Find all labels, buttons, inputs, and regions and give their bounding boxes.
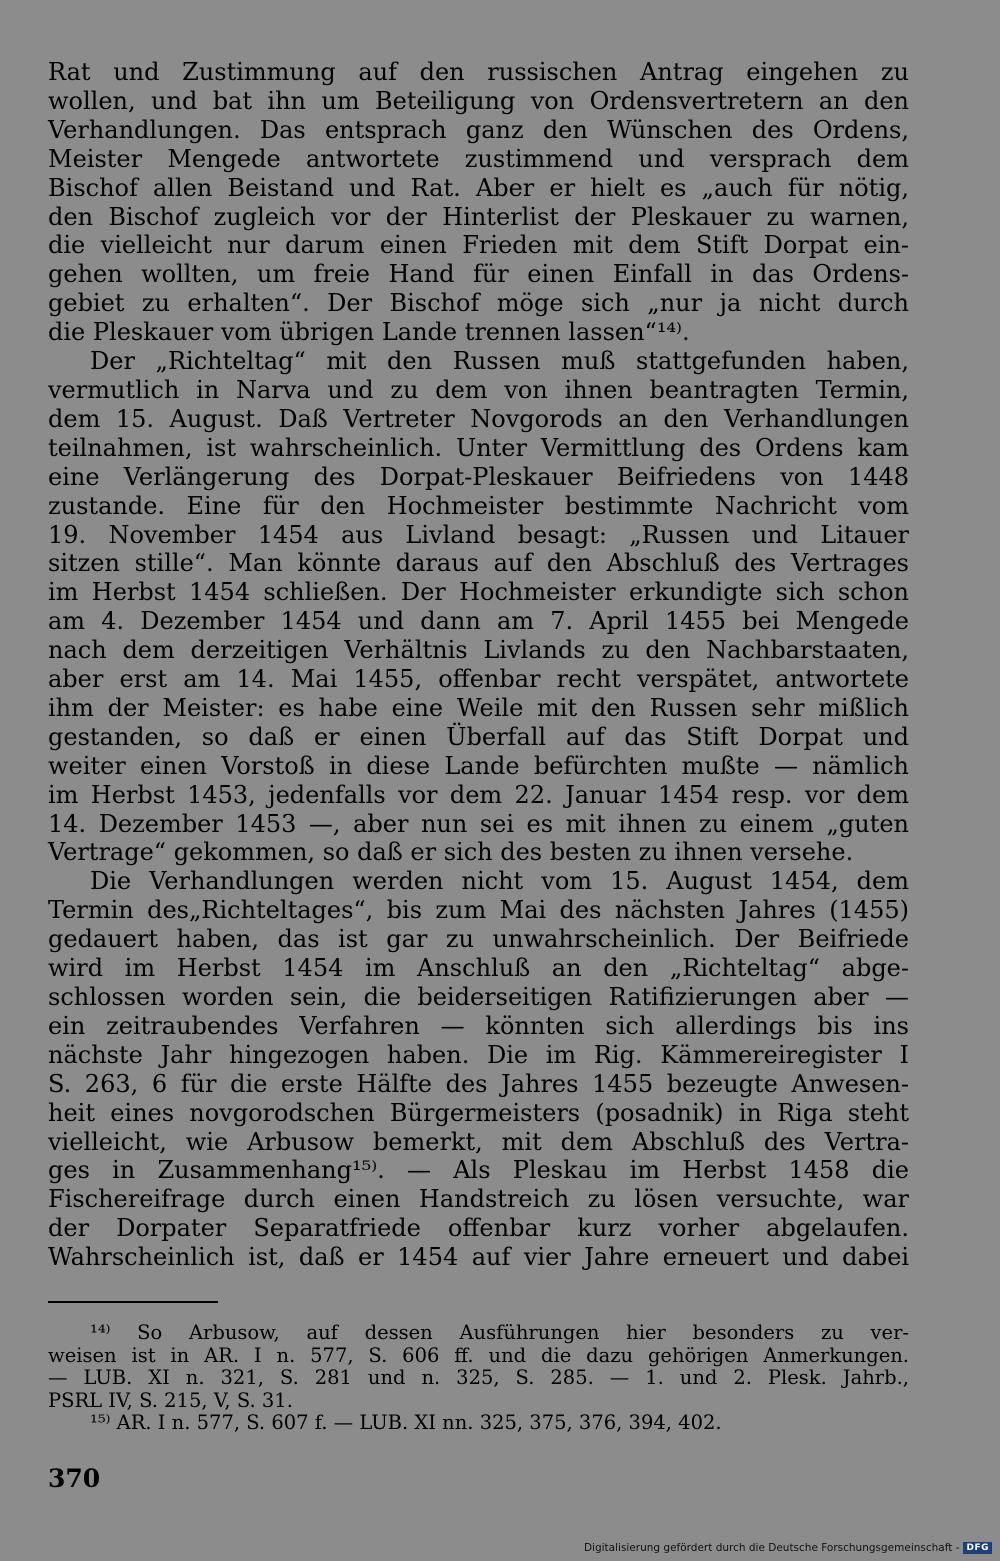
text-line: ges in Zusammenhang¹⁵⁾. — Als Pleskau im Herbst 1458 die xyxy=(48,1156,909,1185)
text-line: am 4. Dezember 1454 und dann am 7. April 1455 bei Mengede xyxy=(48,607,909,636)
footnote-rule xyxy=(48,1301,218,1303)
text-line: Fischereifrage durch einen Handstreich zu lösen versuchte, war xyxy=(48,1185,909,1214)
footnote-line: ¹⁵⁾ AR. I n. 577, S. 607 f. — LUB. XI nn. 325, 375, 376, 394, 402. xyxy=(90,1411,722,1434)
text-line: Wahrscheinlich ist, daß er 1454 auf vier Jahre erneuert und dabei xyxy=(48,1243,909,1272)
footnote-line: — LUB. XI n. 321, S. 281 und n. 325, S. 285. — 1. und 2. Plesk. Jahrb., xyxy=(48,1366,909,1389)
text-line: Der „Richteltag“ mit den Russen muß stattgefunden haben, xyxy=(90,347,909,376)
text-line: wollen, und bat ihn um Beteiligung von Ordensvertretern an den xyxy=(48,86,909,115)
page-number: 370 xyxy=(48,1464,101,1493)
text-line: im Herbst 1453, jedenfalls vor dem 22. Januar 1454 resp. vor dem xyxy=(48,780,909,809)
text-line: gedauert haben, das ist gar zu unwahrscheinlich. Der Beifriede xyxy=(48,925,909,954)
text-line: den Bischof zugleich vor der Hinterlist der Pleskauer zu warnen, xyxy=(48,202,909,231)
text-line: die Pleskauer vom übrigen Lande trennen lassen“¹⁴⁾. xyxy=(48,318,690,347)
text-line: Rat und Zustimmung auf den russischen Antrag eingehen zu xyxy=(48,58,909,86)
text-line: weiter einen Vorstoß in diese Lande befürchten mußte — nämlich xyxy=(48,751,909,780)
text-line: eine Verlängerung des Dorpat-Pleskauer Beifriedens von 1448 xyxy=(48,462,909,491)
footnote-line: PSRL IV, S. 215, V, S. 31. xyxy=(48,1388,293,1412)
text-line: 19. November 1454 aus Livland besagt: „Russen und Litauer xyxy=(48,520,909,549)
text-line: vielleicht, wie Arbusow bemerkt, mit dem Abschluß des Vertra- xyxy=(48,1127,909,1156)
text-line: vermutlich in Narva und zu dem von ihnen beantragten Termin, xyxy=(48,375,909,404)
text-line: teilnahmen, ist wahrscheinlich. Unter Vermittlung des Ordens kam xyxy=(48,433,909,462)
text-line: Meister Mengede antwortete zustimmend und versprach dem xyxy=(48,144,909,173)
text-line: Verhandlungen. Das entsprach ganz den Wünschen des Ordens, xyxy=(48,115,909,144)
text-line: heit eines novgorodschen Bürgermeisters (posadnik) in Riga steht xyxy=(48,1098,909,1127)
digitization-credit xyxy=(584,1541,992,1555)
text-line: nächste Jahr hingezogen haben. Die im Rig. Kämmereiregister I xyxy=(48,1040,909,1069)
text-line: im Herbst 1454 schließen. Der Hochmeister erkundigte sich schon xyxy=(48,578,909,607)
footnotes xyxy=(48,1322,909,1435)
text-line: schlossen worden sein, die beiderseitigen Ratifizierungen aber — xyxy=(48,983,909,1011)
text-line: gestanden, so daß er einen Überfall auf das Stift Dorpat und xyxy=(48,722,909,751)
footnote-line: weisen ist in AR. I n. 577, S. 606 ff. und die dazu gehörigen Anmerkungen. xyxy=(48,1343,909,1367)
text-line: Die Verhandlungen werden nicht vom 15. August 1454, dem xyxy=(90,867,909,896)
text-line: ein zeitraubendes Verfahren — könnten sich allerdings bis ins xyxy=(48,1011,909,1040)
text-line: Bischof allen Beistand und Rat. Aber er hielt es „auch für nötig, xyxy=(48,173,909,202)
body-text xyxy=(48,58,909,1272)
text-line: zustande. Eine für den Hochmeister bestimmte Nachricht vom xyxy=(48,491,909,520)
credit-text: Digitalisierung gefördert durch die Deutsche Forschungsgemeinschaft - xyxy=(583,1542,960,1554)
text-line: sitzen stille“. Man könnte daraus auf den Abschluß des Vertrages xyxy=(48,549,909,578)
dfg-logo: DFG xyxy=(963,1542,992,1554)
text-line: ihm der Meister: es habe eine Weile mit den Russen sehr mißlich xyxy=(48,693,909,722)
text-line: aber erst am 14. Mai 1455, offenbar recht verspätet, antwortete xyxy=(48,665,909,694)
text-line: S. 263, 6 für die erste Hälfte des Jahres 1455 bezeugte Anwesen- xyxy=(48,1069,909,1098)
text-line: gebiet zu erhalten“. Der Bischof möge sich „nur ja nicht durch xyxy=(48,289,909,318)
text-line: der Dorpater Separatfriede offenbar kurz vorher abgelaufen. xyxy=(48,1214,909,1243)
text-line: Termin des„Richteltages“, bis zum Mai des nächsten Jahres (1455) xyxy=(48,896,909,925)
text-line: nach dem derzeitigen Verhältnis Livlands zu den Nachbarstaaten, xyxy=(48,636,909,665)
footnote-line: ¹⁴⁾ So Arbusow, auf dessen Ausführungen hier besonders zu ver- xyxy=(90,1321,909,1344)
text-line: 14. Dezember 1453 —, aber nun sei es mit ihnen zu einem „guten xyxy=(48,809,909,838)
text-line: Vertrage“ gekommen, so daß er sich des besten zu ihnen versehe. xyxy=(48,838,854,867)
text-line: die vielleicht nur darum einen Frieden mit dem Stift Dorpat ein- xyxy=(48,231,909,260)
text-line: wird im Herbst 1454 im Anschluß an den „Richteltag“ abge- xyxy=(48,954,909,983)
text-line: dem 15. August. Daß Vertreter Novgorods an den Verhandlungen xyxy=(48,404,909,433)
text-line: gehen wollten, um freie Hand für einen Einfall in das Ordens- xyxy=(48,260,909,289)
